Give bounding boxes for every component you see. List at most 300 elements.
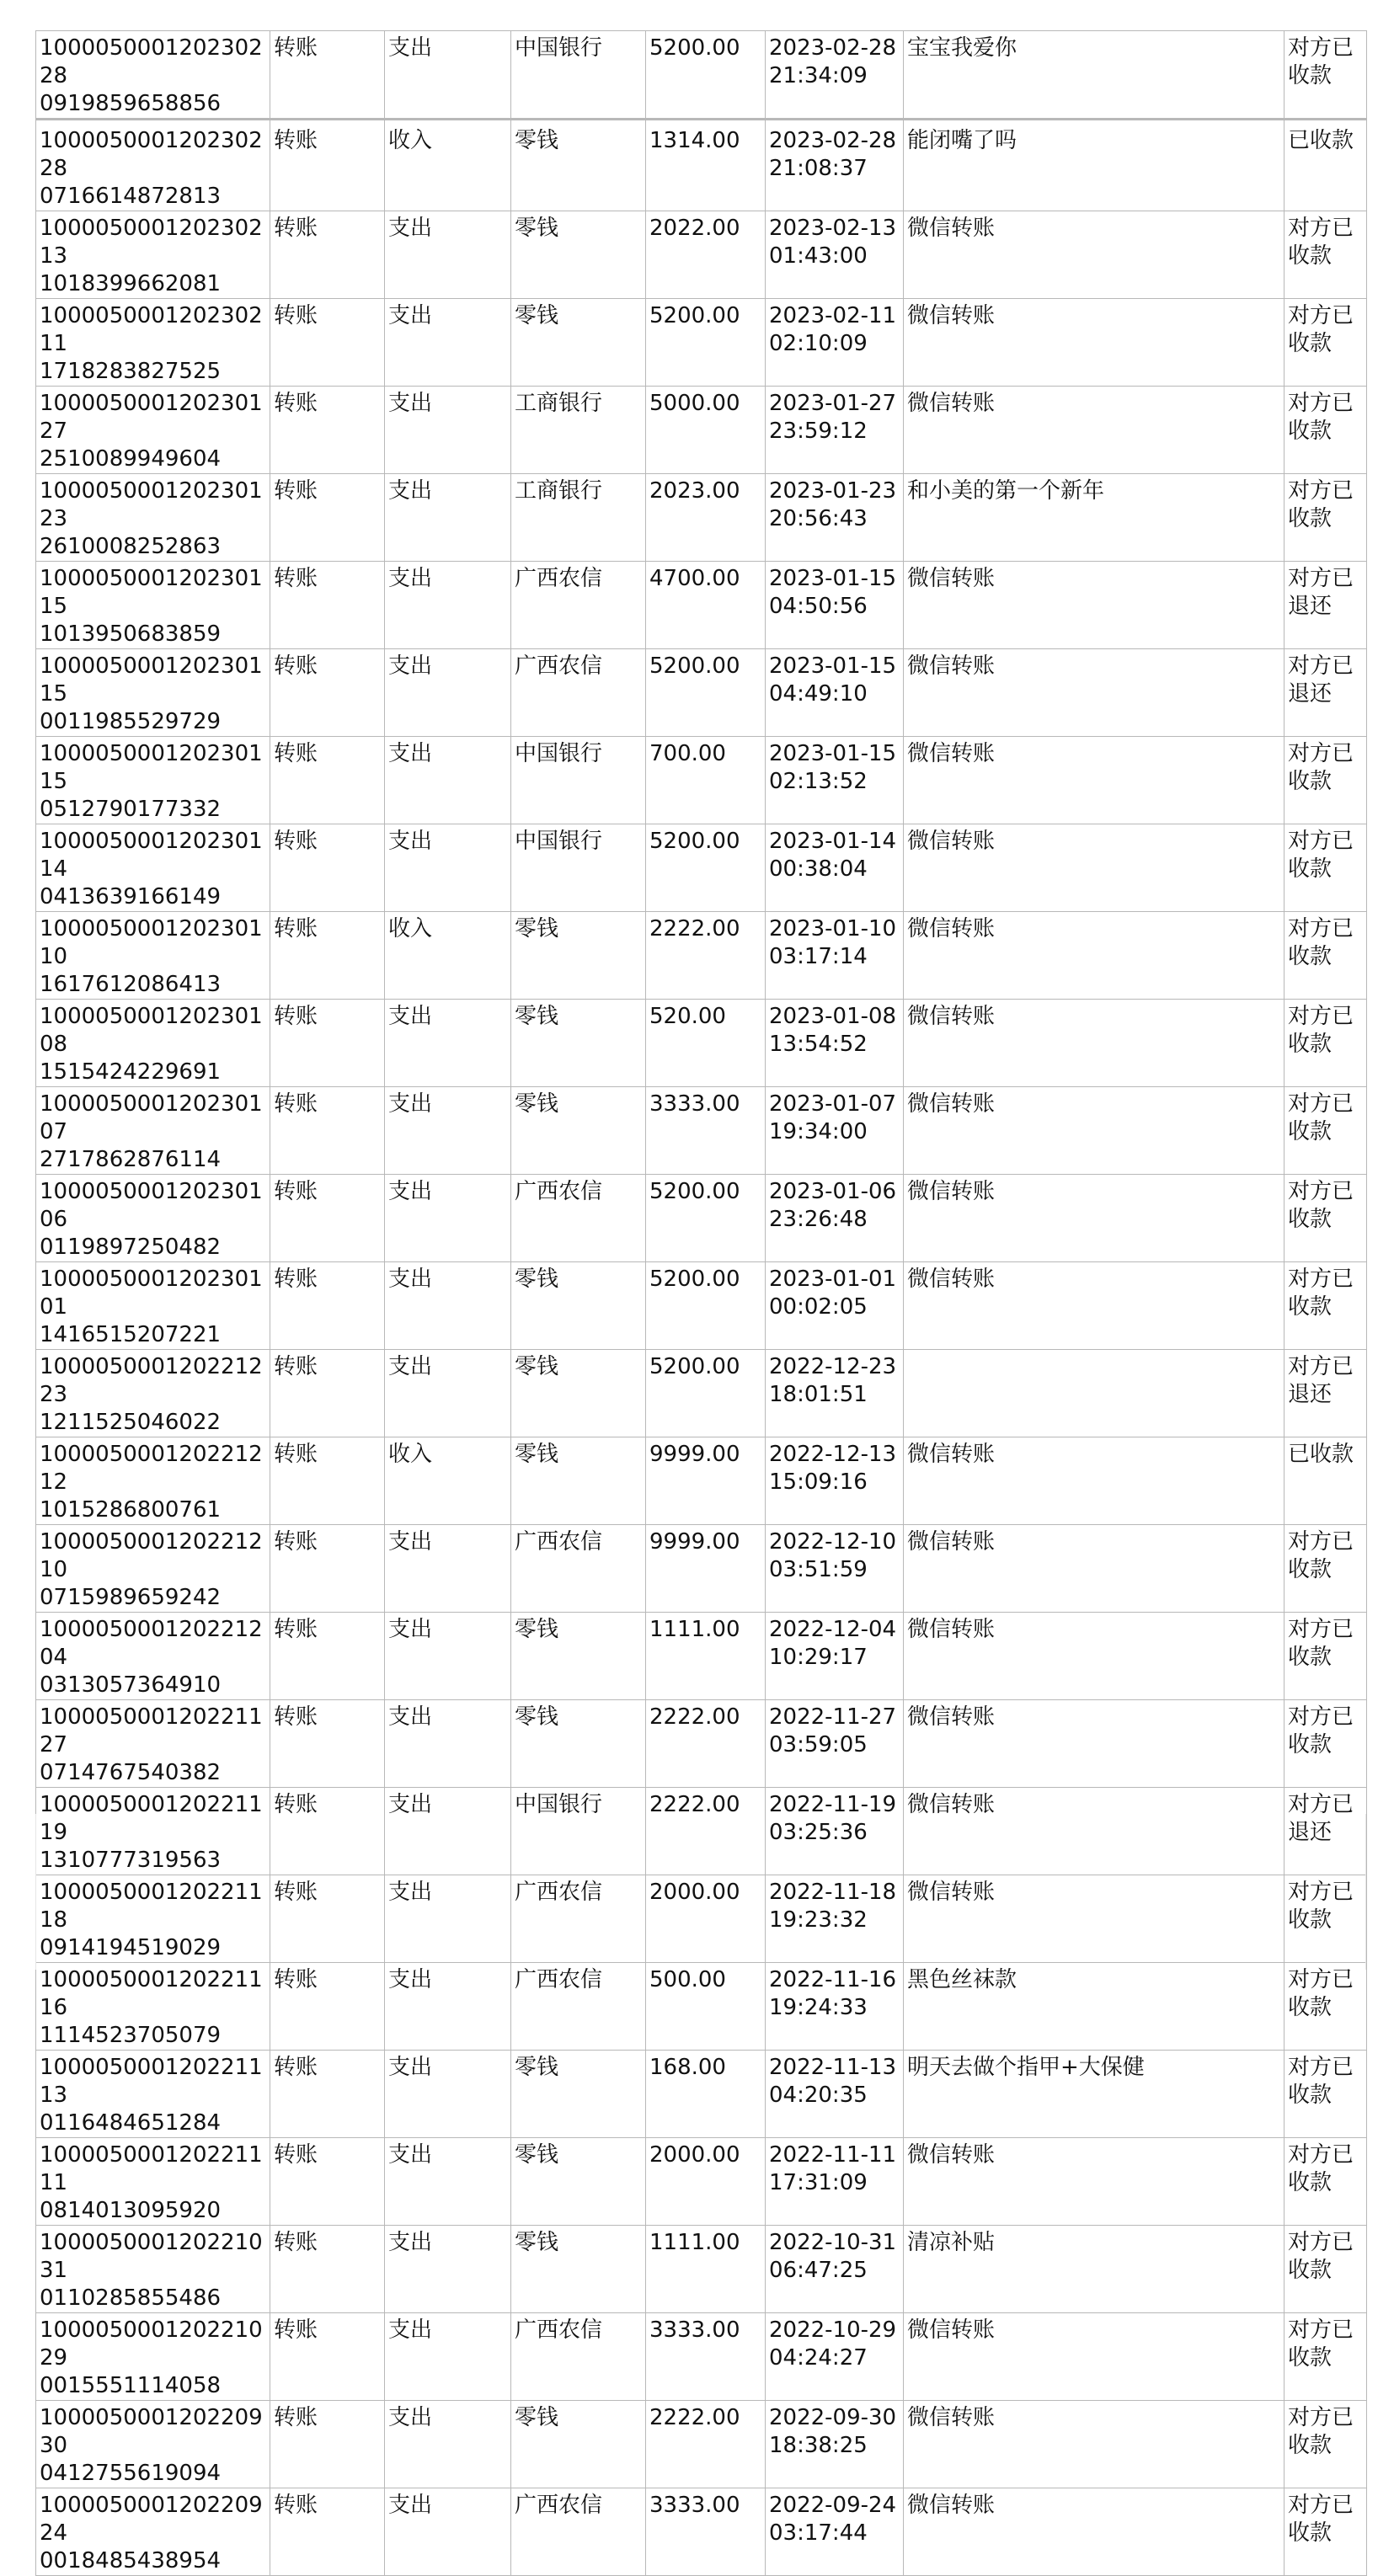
table-row [36,1262,1367,1350]
transaction-clock: 04:50:56 [769,594,868,619]
payment-account-cell [511,387,646,474]
status: 对方已收款 [1288,35,1354,88]
payment-account-cell [511,1525,646,1613]
transaction-id-line-2: 1015286800761 [40,1497,222,1523]
amount: 2222.00 [649,2405,740,2430]
status: 已收款 [1288,128,1354,153]
transaction-id-line-1: 100005000120230213 [40,216,263,269]
payment-account: 中国银行 [515,1792,603,1817]
transaction-clock: 00:02:05 [769,1294,868,1320]
status: 对方已收款 [1288,2230,1354,2283]
transaction-id-line-2: 0919859658856 [40,91,222,116]
memo-cell [904,1525,1285,1613]
transaction-time-cell [766,2138,904,2226]
status: 对方已收款 [1288,1617,1354,1670]
transaction-type: 转账 [274,303,318,328]
transaction-id-cell [36,1350,270,1437]
memo: 微信转账 [907,1617,996,1642]
transaction-date: 2022-09-24 [769,2493,897,2518]
amount-cell [646,2313,766,2401]
amount-cell [646,1262,766,1350]
status-cell [1285,1262,1367,1350]
transaction-direction: 支出 [388,1179,433,1204]
transaction-date: 2022-12-23 [769,1354,897,1379]
transaction-type-cell [270,387,385,474]
page-bottom-margin [35,1814,1366,1970]
amount: 9999.00 [649,1529,740,1555]
payment-account: 广西农信 [515,2493,603,2518]
status: 对方已退还 [1288,653,1354,707]
status: 对方已收款 [1288,478,1354,531]
transaction-time-cell [766,1613,904,1700]
amount-cell [646,120,766,211]
transaction-type-cell [270,737,385,824]
transaction-direction-cell [385,562,511,649]
transaction-time-cell [766,2313,904,2401]
transaction-direction: 支出 [388,2317,433,2343]
transaction-id-cell [36,299,270,387]
status: 对方已退还 [1288,1792,1354,1845]
transaction-id-cell [36,1963,270,2051]
transaction-time-cell [766,1262,904,1350]
table-row [36,1087,1367,1175]
status-cell [1285,2138,1367,2226]
table-row [36,2313,1367,2401]
payment-account: 中国银行 [515,741,603,766]
payment-account: 零钱 [515,1354,559,1379]
transaction-id-line-1: 100005000120230115 [40,566,263,619]
transaction-time-cell [766,912,904,1000]
amount: 700.00 [649,741,726,766]
transaction-direction: 支出 [388,1529,433,1555]
memo: 微信转账 [907,1179,996,1204]
payment-account: 零钱 [515,1617,559,1642]
transaction-direction-cell [385,211,511,299]
amount: 500.00 [649,1967,726,1992]
table-row [36,912,1367,1000]
status-cell [1285,1175,1367,1262]
table-row [36,1963,1367,2051]
transaction-id-line-1: 100005000120230101 [40,1267,263,1320]
transaction-type-cell [270,31,385,120]
transaction-id-cell [36,474,270,562]
transaction-direction-cell [385,2313,511,2401]
transaction-type-cell [270,2313,385,2401]
amount-cell [646,1175,766,1262]
transaction-clock: 03:59:05 [769,1732,868,1757]
memo: 微信转账 [907,1267,996,1292]
transaction-clock: 02:13:52 [769,769,868,794]
amount: 5200.00 [649,653,740,679]
transaction-type: 转账 [274,478,318,504]
payment-account: 零钱 [515,2230,559,2255]
memo-cell [904,824,1285,912]
memo-cell [904,562,1285,649]
transaction-id-line-1: 100005000120230211 [40,303,263,356]
table-row [36,1175,1367,1262]
transaction-clock: 03:51:59 [769,1557,868,1582]
transaction-id-line-1: 100005000120221119 [40,1792,263,1845]
transaction-type-cell [270,120,385,211]
payment-account-cell [511,649,646,737]
amount-cell [646,1000,766,1087]
status-cell [1285,211,1367,299]
payment-account: 广西农信 [515,1880,603,1905]
table-row [36,31,1367,120]
transaction-id-line-2: 0716614872813 [40,184,222,209]
status-cell [1285,120,1367,211]
transaction-id-line-2: 1211525046022 [40,1410,222,1435]
amount: 5200.00 [649,1179,740,1204]
transaction-direction-cell [385,912,511,1000]
amount-cell [646,474,766,562]
payment-account: 中国银行 [515,35,603,61]
payment-account-cell [511,1963,646,2051]
transaction-id-cell [36,2051,270,2138]
transaction-type-cell [270,2051,385,2138]
table-row [36,2051,1367,2138]
transaction-id-line-2: 1515424229691 [40,1059,222,1085]
table-row [36,1613,1367,1700]
payment-account-cell [511,1262,646,1350]
transaction-clock: 04:24:27 [769,2345,868,2371]
transaction-time-cell [766,2401,904,2488]
transaction-id-cell [36,2401,270,2488]
transaction-direction-cell [385,2488,511,2576]
status: 对方已收款 [1288,1880,1354,1933]
transaction-date: 2022-11-11 [769,2142,897,2168]
transaction-id-line-1: 100005000120221031 [40,2230,263,2283]
transaction-date: 2023-01-07 [769,1091,897,1117]
transaction-id-line-2: 0914194519029 [40,1935,222,1960]
status-cell [1285,1350,1367,1437]
transaction-id-line-1: 100005000120230115 [40,653,263,707]
memo-cell [904,2051,1285,2138]
transaction-type-cell [270,299,385,387]
transaction-clock: 23:59:12 [769,419,868,444]
payment-account-cell [511,1437,646,1525]
transaction-direction: 支出 [388,391,433,416]
transaction-id-line-2: 0313057364910 [40,1672,222,1698]
transaction-direction-cell [385,387,511,474]
status-cell [1285,31,1367,120]
transaction-date: 2023-01-23 [769,478,897,504]
transaction-type: 转账 [274,1354,318,1379]
status: 对方已收款 [1288,1704,1354,1757]
status-cell [1285,2051,1367,2138]
transaction-direction-cell [385,2401,511,2488]
transaction-direction: 支出 [388,741,433,766]
status: 对方已收款 [1288,2317,1354,2371]
transaction-direction-cell [385,1525,511,1613]
memo-cell [904,649,1285,737]
status-cell [1285,2401,1367,2488]
transaction-id-line-2: 1013950683859 [40,621,222,647]
memo: 微信转账 [907,829,996,854]
payment-account-cell [511,2401,646,2488]
transaction-type: 转账 [274,1967,318,1992]
transaction-id-cell [36,387,270,474]
transaction-id-line-1: 100005000120230107 [40,1091,263,1144]
table-row [36,1700,1367,1788]
transaction-direction: 支出 [388,829,433,854]
transaction-time-cell [766,31,904,120]
transaction-type: 转账 [274,1792,318,1817]
memo: 微信转账 [907,916,996,941]
table-row [36,1350,1367,1437]
transaction-id-line-2: 1617612086413 [40,972,222,997]
transaction-id-cell [36,2138,270,2226]
transaction-time-cell [766,1087,904,1175]
amount: 2222.00 [649,1704,740,1730]
transaction-id-line-1: 100005000120230108 [40,1004,263,1057]
transaction-clock: 06:47:25 [769,2258,868,2283]
memo-cell [904,1350,1285,1437]
transaction-direction-cell [385,2051,511,2138]
transaction-direction-cell [385,120,511,211]
payment-account-cell [511,474,646,562]
amount: 4700.00 [649,566,740,591]
memo-cell [904,1000,1285,1087]
amount-cell [646,1087,766,1175]
transaction-id-cell [36,2488,270,2576]
transaction-id-line-1: 100005000120221212 [40,1442,263,1495]
memo: 微信转账 [907,1704,996,1730]
transaction-id-line-1: 100005000120230228 [40,35,263,88]
transaction-id-cell [36,737,270,824]
transaction-id-cell [36,2313,270,2401]
transaction-direction: 支出 [388,303,433,328]
transaction-id-cell [36,1613,270,1700]
payment-account: 零钱 [515,1704,559,1730]
payment-account: 零钱 [515,916,559,941]
status-cell [1285,1963,1367,2051]
transaction-direction: 支出 [388,2055,433,2080]
amount: 5200.00 [649,1354,740,1379]
amount: 1314.00 [649,128,740,153]
transaction-direction-cell [385,1262,511,1350]
transaction-id-line-2: 0412755619094 [40,2461,222,2486]
amount: 5200.00 [649,1267,740,1292]
transaction-direction: 支出 [388,35,433,61]
transaction-time-cell [766,1437,904,1525]
transaction-type-cell [270,562,385,649]
transaction-id-line-1: 100005000120230228 [40,128,263,181]
payment-account: 工商银行 [515,478,603,504]
transaction-table [35,30,1367,2576]
memo: 微信转账 [907,2405,996,2430]
transaction-type: 转账 [274,2055,318,2080]
amount-cell [646,1613,766,1700]
memo: 微信转账 [907,2317,996,2343]
transaction-date: 2023-01-10 [769,916,897,941]
memo-cell [904,387,1285,474]
transaction-time-cell [766,474,904,562]
transaction-time-cell [766,562,904,649]
transaction-direction: 支出 [388,1267,433,1292]
transaction-direction-cell [385,2226,511,2313]
transaction-direction: 收入 [388,128,433,153]
transaction-id-line-2: 1114523705079 [40,2023,222,2048]
transaction-id-line-1: 100005000120220924 [40,2493,263,2546]
memo-cell [904,31,1285,120]
transaction-date: 2023-01-14 [769,829,897,854]
payment-account: 零钱 [515,1267,559,1292]
transaction-clock: 15:09:16 [769,1469,868,1495]
transaction-time-cell [766,737,904,824]
transaction-type: 转账 [274,35,318,61]
transaction-id-line-2: 1310777319563 [40,1848,222,1873]
transaction-date: 2022-11-16 [769,1967,897,1992]
transaction-id-line-2: 1416515207221 [40,1322,222,1347]
payment-account: 广西农信 [515,1179,603,1204]
memo-cell [904,474,1285,562]
transaction-time-cell [766,2226,904,2313]
amount: 3333.00 [649,2493,740,2518]
transaction-direction-cell [385,1175,511,1262]
transaction-type-cell [270,1350,385,1437]
memo: 和小美的第一个新年 [907,478,1105,504]
amount-cell [646,562,766,649]
memo: 微信转账 [907,1004,996,1029]
transaction-id-line-1: 100005000120221223 [40,1354,263,1407]
transaction-direction-cell [385,1087,511,1175]
transaction-date: 2022-10-29 [769,2317,897,2343]
table-row [36,120,1367,211]
transaction-type: 转账 [274,653,318,679]
memo-cell [904,2226,1285,2313]
payment-account: 零钱 [515,2405,559,2430]
payment-account-cell [511,1087,646,1175]
transaction-time-cell [766,299,904,387]
transaction-id-line-2: 0018485438954 [40,2548,222,2573]
transaction-id-line-1: 100005000120221116 [40,1967,263,2020]
transaction-type: 转账 [274,566,318,591]
status-cell [1285,387,1367,474]
table-row [36,387,1367,474]
transaction-clock: 04:20:35 [769,2083,868,2108]
amount: 5000.00 [649,391,740,416]
transaction-type-cell [270,2488,385,2576]
memo: 微信转账 [907,566,996,591]
payment-account-cell [511,31,646,120]
transaction-date: 2022-12-10 [769,1529,897,1555]
status-cell [1285,299,1367,387]
amount-cell [646,1700,766,1788]
transaction-direction-cell [385,31,511,120]
status: 对方已收款 [1288,1967,1354,2020]
transaction-direction: 支出 [388,1354,433,1379]
transaction-type-cell [270,1963,385,2051]
amount-cell [646,31,766,120]
transaction-id-cell [36,120,270,211]
status-cell [1285,474,1367,562]
status-cell [1285,1525,1367,1613]
amount-cell [646,2138,766,2226]
transaction-direction: 支出 [388,1617,433,1642]
transaction-direction: 支出 [388,653,433,679]
transaction-direction-cell [385,1437,511,1525]
amount-cell [646,737,766,824]
transaction-direction: 支出 [388,1792,433,1817]
payment-account-cell [511,2488,646,2576]
transaction-id-line-2: 2510089949604 [40,446,222,472]
transaction-clock: 02:10:09 [769,331,868,356]
transaction-type: 转账 [274,216,318,241]
transaction-direction-cell [385,1700,511,1788]
payment-account-cell [511,120,646,211]
transaction-type: 转账 [274,1179,318,1204]
memo-cell [904,120,1285,211]
transaction-type-cell [270,474,385,562]
transaction-table-body [36,31,1367,2576]
amount: 2000.00 [649,2142,740,2168]
table-row [36,2488,1367,2576]
table-row [36,737,1367,824]
payment-account: 零钱 [515,128,559,153]
transaction-id-cell [36,1700,270,1788]
transaction-time-cell [766,1700,904,1788]
transaction-direction: 支出 [388,1704,433,1730]
transaction-clock: 18:01:51 [769,1382,868,1407]
transaction-id-cell [36,31,270,120]
payment-account-cell [511,2313,646,2401]
transaction-direction: 收入 [388,916,433,941]
transaction-id-cell [36,1000,270,1087]
transaction-id-cell [36,1437,270,1525]
memo-cell [904,2313,1285,2401]
status: 对方已退还 [1288,566,1354,619]
status: 对方已收款 [1288,2405,1354,2458]
transaction-time-cell [766,211,904,299]
transaction-id-line-1: 100005000120221204 [40,1617,263,1670]
status: 对方已收款 [1288,916,1354,969]
transaction-type: 转账 [274,1704,318,1730]
transaction-clock: 17:31:09 [769,2170,868,2195]
memo: 微信转账 [907,1880,996,1905]
status: 对方已收款 [1288,829,1354,882]
table-row [36,1000,1367,1087]
amount: 2022.00 [649,216,740,241]
status-cell [1285,2226,1367,2313]
payment-account-cell [511,299,646,387]
payment-account-cell [511,1175,646,1262]
transaction-date: 2022-12-04 [769,1617,897,1642]
transaction-type: 转账 [274,1529,318,1555]
transaction-clock: 03:17:44 [769,2520,868,2546]
transaction-date: 2022-11-18 [769,1880,897,1905]
transaction-id-line-2: 0015551114058 [40,2373,222,2398]
payment-account-cell [511,824,646,912]
amount-cell [646,912,766,1000]
table-row [36,211,1367,299]
memo-cell [904,1175,1285,1262]
transaction-type: 转账 [274,829,318,854]
transaction-id-line-1: 100005000120221029 [40,2317,263,2371]
amount: 5200.00 [649,35,740,61]
transaction-id-line-2: 2610008252863 [40,534,222,559]
transaction-time-cell [766,1000,904,1087]
transaction-time-cell [766,1175,904,1262]
transaction-direction-cell [385,824,511,912]
amount-cell [646,1525,766,1613]
transaction-time-cell [766,649,904,737]
transaction-clock: 18:38:25 [769,2433,868,2458]
transaction-type: 转账 [274,1880,318,1905]
memo: 能闭嘴了吗 [907,128,1017,153]
transaction-date: 2023-01-06 [769,1179,897,1204]
transaction-id-cell [36,211,270,299]
